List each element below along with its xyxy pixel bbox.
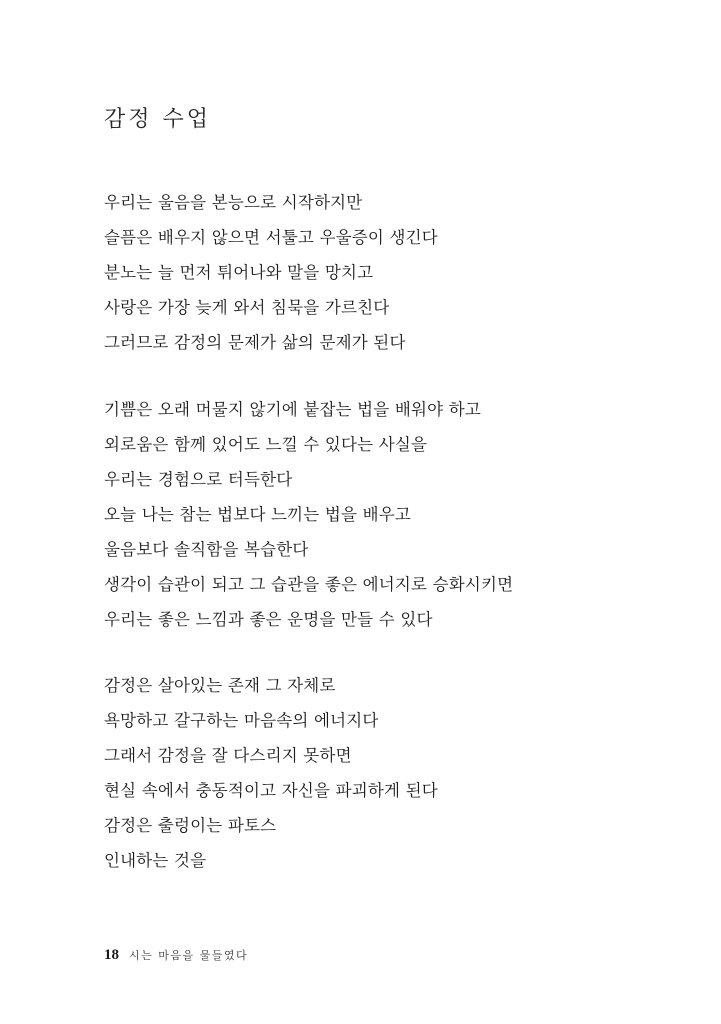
running-book-title: 시는 마음을 물들였다 xyxy=(129,949,249,962)
poem-line: 오늘 나는 참는 법보다 느끼는 법을 배우고 xyxy=(104,505,412,524)
poem-line: 인내하는 것을 xyxy=(104,851,207,870)
poem-line: 사랑은 가장 늦게 와서 침묵을 가르친다 xyxy=(104,298,390,317)
poem-line: 감정은 출렁이는 파토스 xyxy=(104,816,277,835)
poem-line: 울음보다 솔직함을 복습한다 xyxy=(104,540,309,559)
stanza-2 xyxy=(104,392,513,637)
poem-line: 우리는 경험으로 터득한다 xyxy=(104,470,293,489)
poem-line: 현실 속에서 충동적이고 자신을 파괴하게 된다 xyxy=(104,781,438,800)
poem-line: 감정은 살아있는 존재 그 자체로 xyxy=(104,676,336,695)
poem-line: 욕망하고 갈구하는 마음속의 에너지다 xyxy=(104,711,379,730)
poem-line: 그래서 감정을 잘 다스리지 못하면 xyxy=(104,746,352,765)
poem-line: 기쁨은 오래 머물지 않기에 붙잡는 법을 배워야 하고 xyxy=(104,400,482,419)
poem-line: 생각이 습관이 되고 그 습관을 좋은 에너지로 승화시키면 xyxy=(104,575,514,594)
poem-line: 외로움은 함께 있어도 느낄 수 있다는 사실을 xyxy=(104,435,428,454)
page-footer xyxy=(104,947,248,967)
poem-line: 우리는 울음을 본능으로 시작하지만 xyxy=(104,193,363,212)
stanza-3 xyxy=(104,668,438,878)
poem-line: 그러므로 감정의 문제가 삶의 문제가 된다 xyxy=(104,333,406,352)
poem-line: 슬픔은 배우지 않으면 서툴고 우울증이 생긴다 xyxy=(104,228,438,247)
poem-title: 감정 수업 xyxy=(104,107,212,132)
poem-line: 우리는 좋은 느낌과 좋은 운명을 만들 수 있다 xyxy=(104,610,433,629)
poem-line: 분노는 늘 먼저 튀어나와 말을 망치고 xyxy=(104,263,374,282)
page-number: 18 xyxy=(104,947,119,963)
stanza-1 xyxy=(104,185,438,360)
